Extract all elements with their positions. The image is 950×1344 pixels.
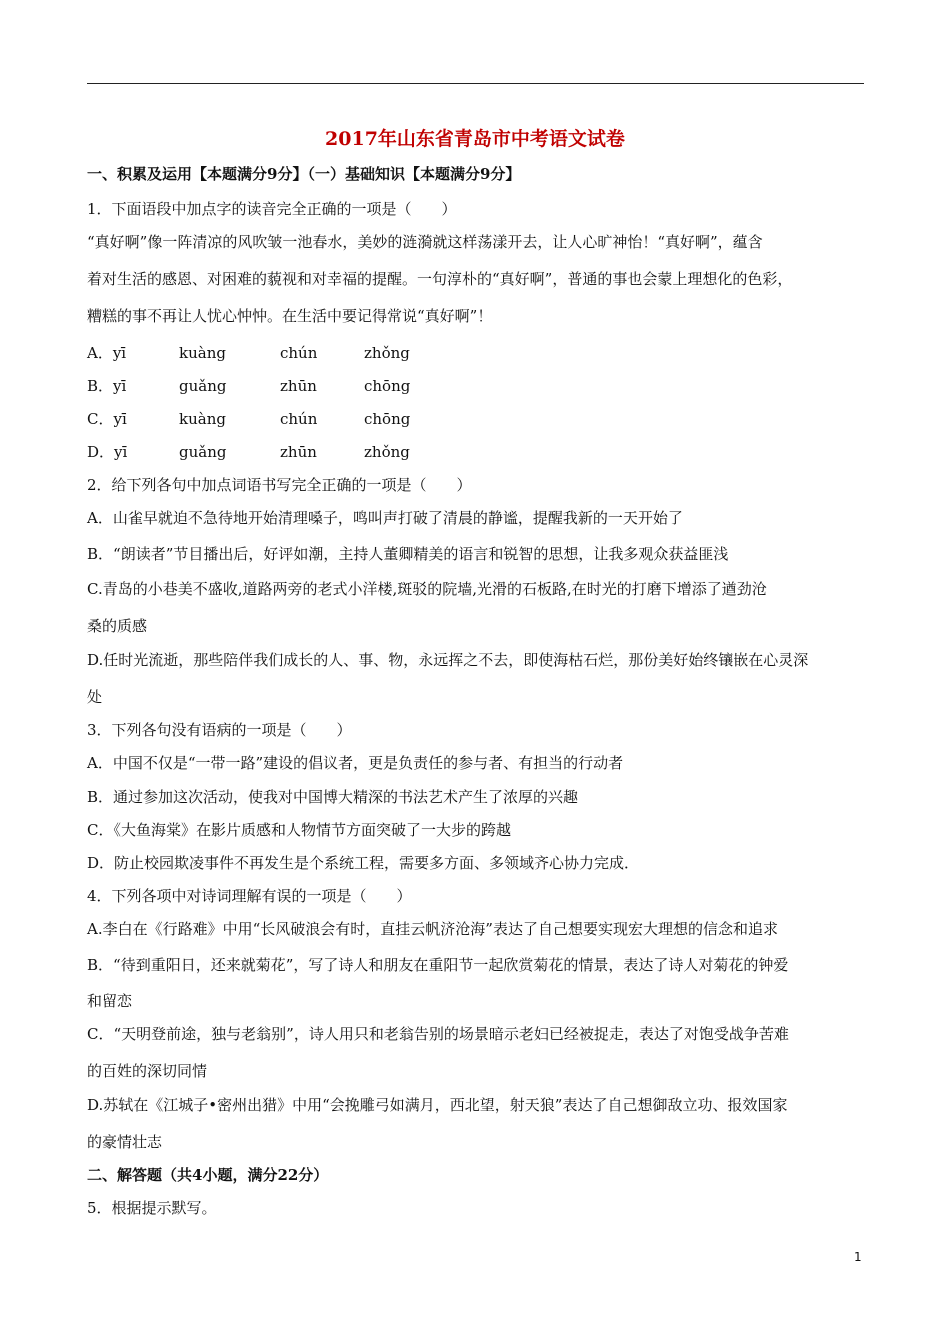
q1-passage-line-3: 糟糕的事不再让人忧心忡忡。在生活中要记得常说“真好啊”！ xyxy=(87,307,493,325)
q2-option-d-line-1: D.任时光流逝，那些陪伴我们成长的人、事、物，永远挥之不去，即使海枯石烂，那份美好始终镶嵌在心灵深 xyxy=(87,651,809,669)
q2-option-c-line-2: 桑的质感 xyxy=(87,617,148,635)
q4-option-c-line-2: 的百姓的深切同情 xyxy=(87,1062,208,1080)
option-pinyin: chōng xyxy=(364,410,411,428)
q4-option-b-line-2: 和留恋 xyxy=(87,992,133,1010)
option-pinyin: zhūn xyxy=(280,443,317,461)
q2-option-b: B．“朗读者”节目播出后，好评如潮，主持人董卿精美的语言和锐智的思想，让我多观众获益匪浅 xyxy=(87,545,729,563)
q4-option-d-line-2: 的豪情壮志 xyxy=(87,1133,163,1151)
option-pinyin: guǎng xyxy=(179,443,227,461)
option-pinyin: guǎng xyxy=(179,377,227,395)
option-label: C．yī xyxy=(87,410,127,428)
q2-option-d-line-2: 处 xyxy=(87,688,103,706)
q5-stem: 5．根据提示默写。 xyxy=(87,1199,217,1217)
q4-option-b-line-1: B．“待到重阳日，还来就菊花”，写了诗人和朋友在重阳节一起欣赏菊花的情景，表达了诗人对菊花的钟爱 xyxy=(87,956,789,974)
q4-option-a: A.李白在《行路难》中用“长风破浪会有时，直挂云帆济沧海”表达了自己想要实现宏大理想的信念和追求 xyxy=(87,920,778,938)
q4-option-d-line-1: D.苏轼在《江城子•密州出猎》中用“会挽雕弓如满月，西北望，射天狼”表达了自己想御敌立功、报效国家 xyxy=(87,1096,788,1114)
q3-stem: 3．下列各句没有语病的一项是（ ） xyxy=(87,721,352,739)
option-pinyin: zhūn xyxy=(280,377,317,395)
q2-option-c-line-1: C.青岛的小巷美不盛收,道路两旁的老式小洋楼,斑驳的院墙,光滑的石板路,在时光的打磨下增添了遒劲沧 xyxy=(87,580,767,598)
q3-option-b: B．通过参加这次活动，使我对中国博大精深的书法艺术产生了浓厚的兴趣 xyxy=(87,788,579,806)
q2-option-a: A．山雀早就迫不急待地开始清理嗓子，鸣叫声打破了清晨的静谧，提醒我新的一天开始了 xyxy=(87,509,683,527)
option-pinyin: zhǒng xyxy=(364,344,410,362)
option-pinyin: zhǒng xyxy=(364,443,410,461)
q1-passage-line-2: 着对生活的感恩、对困难的藐视和对幸福的提醒。一句淳朴的“真好啊”，普通的事也会蒙上理想化的色彩， xyxy=(87,270,793,288)
q1-passage-line-1: “真好啊”像一阵清凉的风吹皱一池春水，美妙的涟漪就这样荡漾开去，让人心旷神怡！“真好啊”，蕴含 xyxy=(87,233,763,251)
option-pinyin: chún xyxy=(280,410,318,428)
q1-option-c xyxy=(87,408,410,429)
page-number: 1 xyxy=(854,1250,862,1264)
option-label: A．yī xyxy=(87,344,127,362)
q3-option-d: D．防止校园欺凌事件不再发生是个系统工程，需要多方面、多领域齐心协力完成． xyxy=(87,854,640,872)
option-pinyin: chōng xyxy=(364,377,411,395)
section-2-heading: 二、解答题（共4小题，满分22分） xyxy=(87,1166,329,1184)
option-pinyin: kuàng xyxy=(179,410,226,428)
q1-option-a xyxy=(87,342,410,363)
option-pinyin: chún xyxy=(280,344,318,362)
q4-stem: 4．下列各项中对诗词理解有误的一项是（ ） xyxy=(87,887,412,905)
option-label: D．yī xyxy=(87,443,128,461)
q1-stem: 1．下面语段中加点字的读音完全正确的一项是（ ） xyxy=(87,200,457,218)
option-label: B．yī xyxy=(87,377,127,395)
header-rule xyxy=(87,83,864,84)
q1-option-b xyxy=(87,375,410,396)
q3-option-c: C．《大鱼海棠》在影片质感和人物情节方面突破了一大步的跨越 xyxy=(87,821,511,839)
section-1-heading: 一、积累及运用【本题满分9分】（一）基础知识【本题满分9分】 xyxy=(87,165,521,183)
q3-option-a: A．中国不仅是“一带一路”建设的倡议者，更是负责任的参与者、有担当的行动者 xyxy=(87,754,624,772)
q1-option-d xyxy=(87,441,410,462)
q4-option-c-line-1: C．“天明登前途，独与老翁别”，诗人用只和老翁告别的场景暗示老妇已经被捉走，表达了对饱受战争苦难 xyxy=(87,1025,789,1043)
page-title: 2017年山东省青岛市中考语文试卷 xyxy=(325,128,625,150)
option-pinyin: kuàng xyxy=(179,344,226,362)
q2-stem: 2．给下列各句中加点词语书写完全正确的一项是（ ） xyxy=(87,476,472,494)
